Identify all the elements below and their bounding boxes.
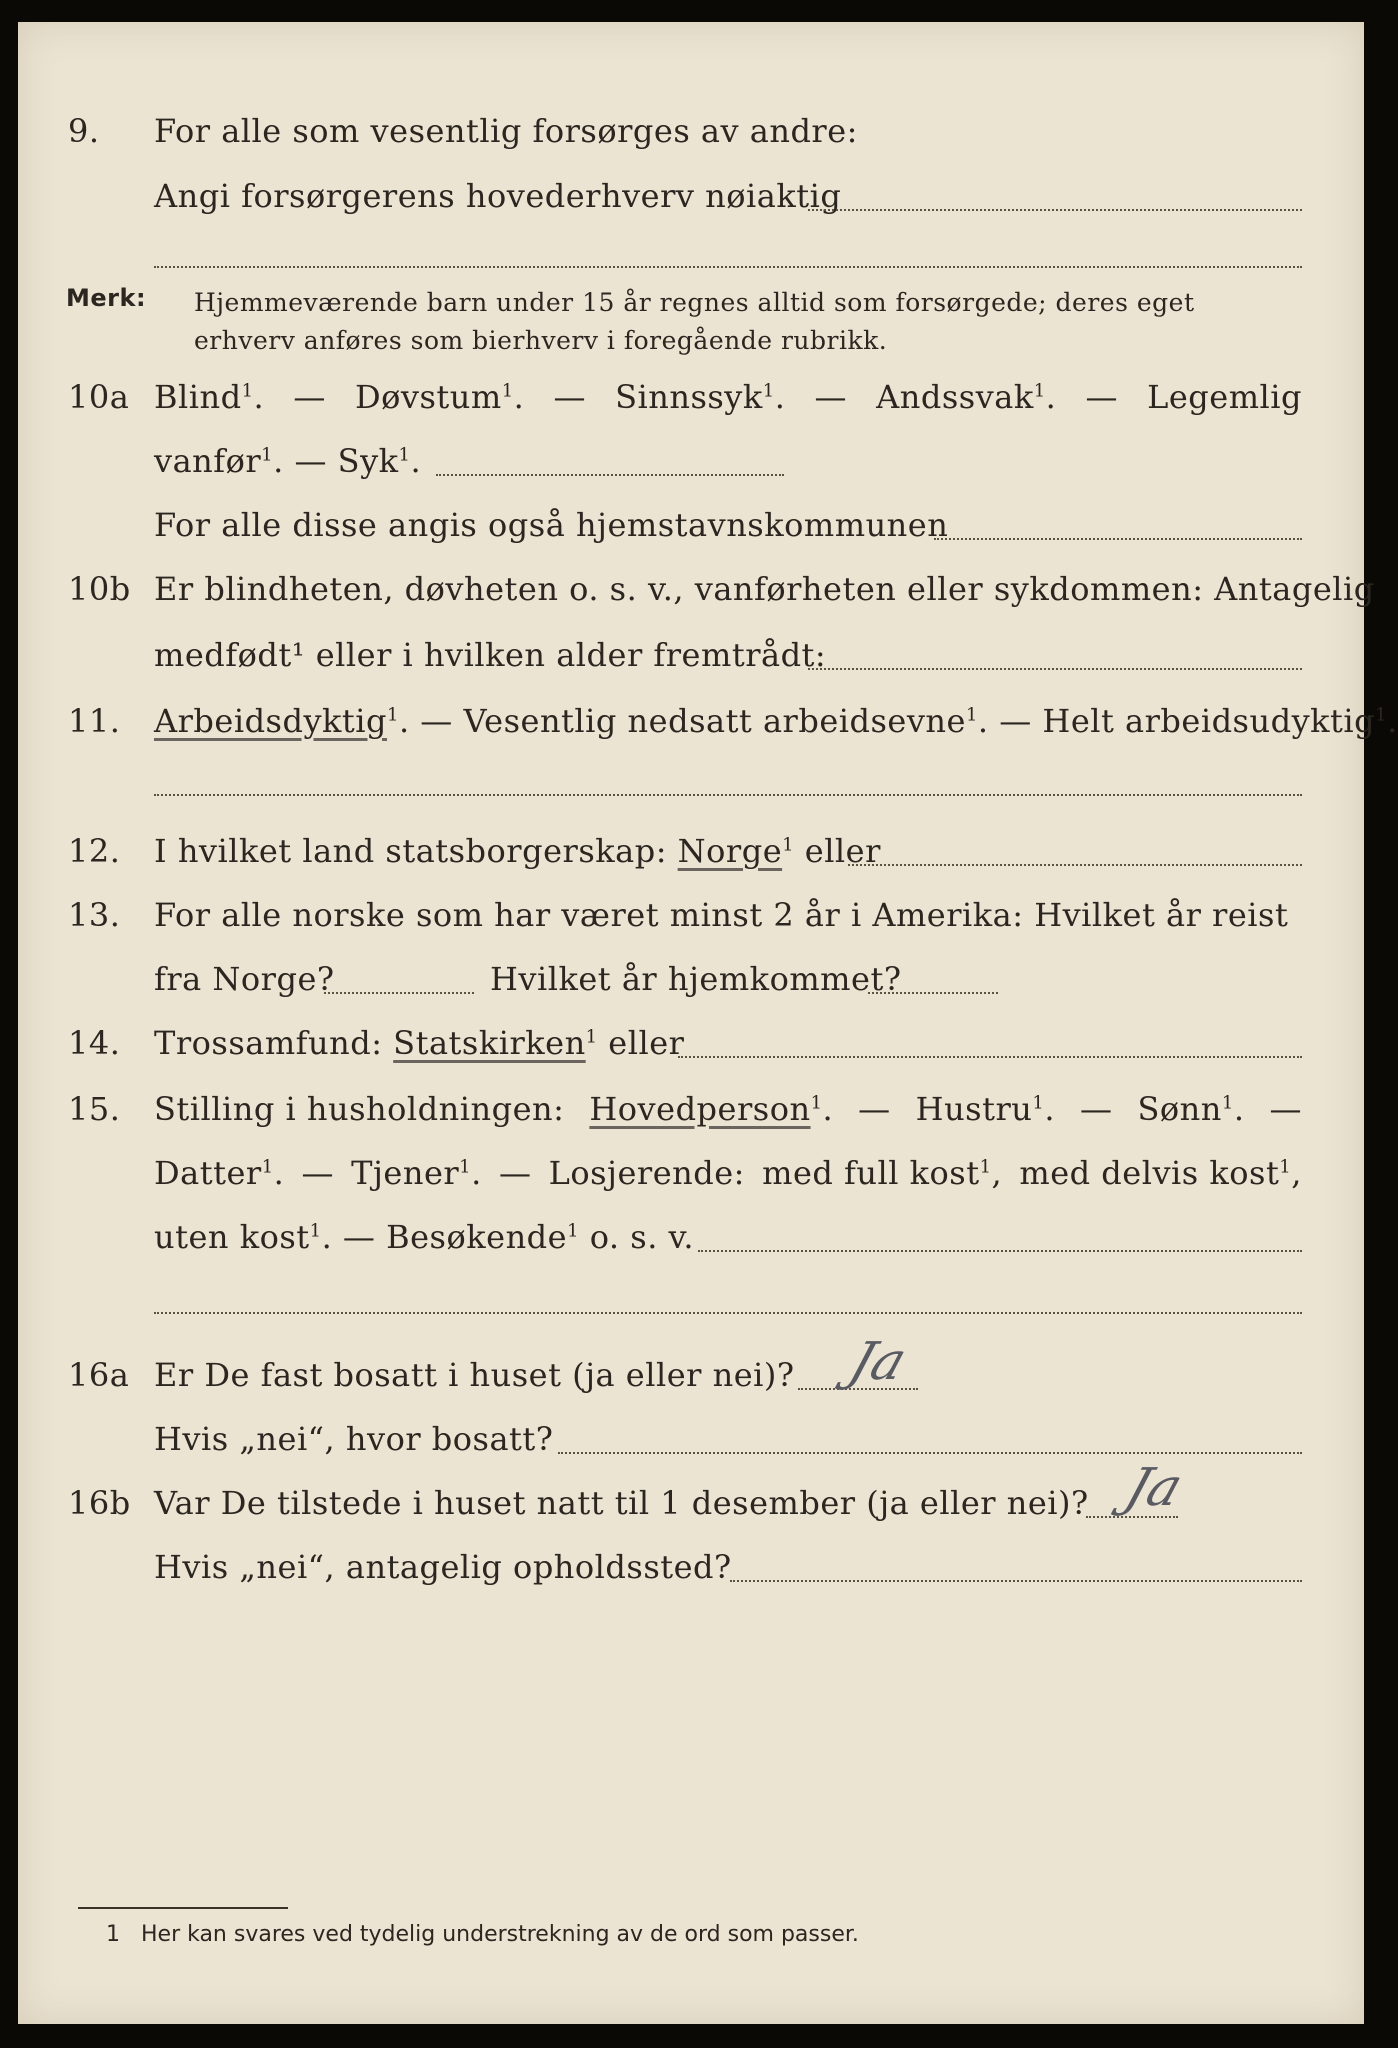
q14-answer-field[interactable] xyxy=(678,1056,1302,1058)
q11-answer-field[interactable] xyxy=(154,794,1302,796)
q11-option-nedsatt[interactable]: Vesentlig nedsatt arbeidsevne xyxy=(463,702,966,740)
census-form-page xyxy=(18,22,1398,2024)
q16a-number: 16a xyxy=(68,1356,130,1394)
q16a-question: Er De fast bosatt i huset (ja eller nei)? xyxy=(154,1356,795,1394)
q13-line2 xyxy=(18,960,1364,1020)
q10a-options xyxy=(154,378,1302,416)
q15-answer-field[interactable] xyxy=(698,1250,1302,1252)
q13-line1 xyxy=(18,896,1364,956)
dash: — xyxy=(1085,378,1118,416)
q12-answer-field[interactable] xyxy=(848,864,1302,866)
q15-line3 xyxy=(18,1218,1364,1278)
q10a-number: 10a xyxy=(68,378,130,416)
q11-options: Arbeidsdyktig$^1$. — Vesentlig nedsatt arbeidsevne$^1$. — Helt arbeidsudyktig$^1$. xyxy=(154,702,1398,740)
q9-line2 xyxy=(18,177,1364,237)
q10a-line2 xyxy=(18,442,1364,502)
footnote-mark: 1 xyxy=(106,1922,120,1947)
q9-question: For alle som vesentlig forsørges av andre: xyxy=(154,112,858,150)
dash: — xyxy=(553,378,586,416)
footnote xyxy=(106,1922,859,1947)
q15-option-delvis-kost[interactable]: med delvis kost$^1$, xyxy=(1019,1154,1302,1192)
q14-question: Trossamfund: Statskirken$^1$ eller xyxy=(154,1024,685,1062)
q10a-line1 xyxy=(18,378,1364,438)
q10b-subquestion: medfødt¹ eller i hvilken alder fremtrådt: xyxy=(154,636,827,674)
q10a-line3 xyxy=(18,506,1364,566)
q15-option-hustru[interactable]: Hustru$^1$. xyxy=(915,1090,1055,1128)
q12-number: 12. xyxy=(68,832,121,870)
q10a-option-vanfor[interactable]: vanfør$^1$. xyxy=(154,442,284,480)
q15-option-tjener[interactable]: Tjener$^1$. xyxy=(351,1154,482,1192)
q16b-line2 xyxy=(18,1548,1364,1608)
q15-options-2: Datter$^1$. — Tjener$^1$. — Losjerende: med full kost$^1$, med delvis kost$^1$, xyxy=(154,1154,1302,1192)
q9-number: 9. xyxy=(68,112,100,150)
q15-option-sonn[interactable]: Sønn$^1$. xyxy=(1137,1090,1245,1128)
q15-answer-field-2[interactable] xyxy=(154,1312,1302,1314)
q15-options-1: Stilling i husholdningen: Hovedperson$^1$. — Hustru$^1$. — Sønn$^1$. — xyxy=(154,1090,1302,1128)
q14-option-statskirken[interactable]: Statskirken xyxy=(393,1024,586,1062)
q11-line1 xyxy=(18,702,1398,762)
q15-line1 xyxy=(18,1090,1364,1150)
q10a-option-legemlig[interactable]: Legemlig xyxy=(1147,378,1302,416)
q10a-option-andssvak[interactable]: Andssvak$^1$. xyxy=(876,378,1057,416)
footnote-text: Her kan svares ved tydelig understrekning av de ord som passer. xyxy=(140,1922,859,1947)
q16b-number: 16b xyxy=(68,1484,131,1522)
q9-answer-field-2[interactable] xyxy=(154,266,1302,268)
q11-option-udyktig[interactable]: Helt arbeidsudyktig xyxy=(1042,702,1376,740)
q10b-answer-field[interactable] xyxy=(808,668,1302,670)
q16a-subquestion: Hvis „nei“, hvor bosatt? xyxy=(154,1420,554,1458)
q11-option-arbeidsdyktig[interactable]: Arbeidsdyktig xyxy=(154,702,387,740)
q16a-bosatt-field[interactable] xyxy=(558,1452,1302,1454)
footnote-divider xyxy=(78,1907,288,1909)
q10a-hjemstavn-field[interactable] xyxy=(934,538,1302,540)
q16b-opholdssted-field[interactable] xyxy=(730,1580,1302,1582)
q10b-question: Er blindheten, døvheten o. s. v., vanførheten eller sykdommen: Antagelig xyxy=(154,570,1375,608)
q10a-options-2: vanfør$^1$. — Syk$^1$. xyxy=(154,442,422,480)
q13-reist-field[interactable] xyxy=(324,992,474,994)
q15-option-besokende[interactable]: Besøkende$^1$ xyxy=(386,1218,580,1256)
q13-number: 13. xyxy=(68,896,121,934)
q15-options-3: uten kost$^1$. — Besøkende$^1$ o. s. v. xyxy=(154,1218,694,1256)
q12-line xyxy=(18,832,1364,892)
q15-intro: Stilling i husholdningen: xyxy=(154,1090,565,1128)
q10b-line1 xyxy=(18,570,1375,630)
q10a-option-dovstum[interactable]: Døvstum$^1$. xyxy=(354,378,525,416)
q13-hjemkommet-field[interactable] xyxy=(868,992,998,994)
q15-option-uten-kost[interactable]: uten kost$^1$. xyxy=(154,1218,333,1256)
q13-hjemkommet: Hvilket år hjemkommet? xyxy=(490,960,902,998)
q14-line xyxy=(18,1024,1364,1084)
merk-text: Hjemmeværende barn under 15 år regnes alltid som forsørgede; deres eget erhverv anføres som bierhverv i foregående rubrikk. xyxy=(194,288,1195,355)
q13-question: For alle norske som har været minst 2 år i Amerika: Hvilket år reist xyxy=(154,896,1289,934)
q15-losjerende: Losjerende: xyxy=(548,1154,745,1192)
q10b-number: 10b xyxy=(68,570,131,608)
q10a-option-syk[interactable]: Syk$^1$. xyxy=(337,442,422,480)
q15-number: 15. xyxy=(68,1090,121,1128)
merk-note xyxy=(18,284,1364,364)
q10a-hjemstavn: For alle disse angis også hjemstavnskommunen xyxy=(154,506,949,544)
q15-option-full-kost[interactable]: med full kost$^1$, xyxy=(762,1154,1003,1192)
q15-line2 xyxy=(18,1154,1364,1214)
q9-answer-field[interactable] xyxy=(808,209,1302,211)
q12-option-norge[interactable]: Norge xyxy=(677,832,783,870)
q10a-option-blind[interactable]: Blind$^1$. xyxy=(154,378,265,416)
q16b-question: Var De tilstede i huset natt til 1 desember (ja eller nei)? xyxy=(154,1484,1089,1522)
q16b-handwritten-answer: Ja xyxy=(1118,1458,1190,1518)
q10a-answer-field[interactable] xyxy=(436,474,784,476)
q12-question: I hvilket land statsborgerskap: Norge$^1$ eller xyxy=(154,832,881,870)
q10b-line2 xyxy=(18,636,1364,696)
dash: — xyxy=(814,378,847,416)
q13-reist: fra Norge? xyxy=(154,960,335,998)
q15-option-datter[interactable]: Datter$^1$. xyxy=(154,1154,285,1192)
q10a-option-sinnssyk[interactable]: Sinnssyk$^1$. xyxy=(615,378,786,416)
q15-option-hovedperson[interactable]: Hovedperson xyxy=(589,1090,811,1128)
q16b-subquestion: Hvis „nei“, antagelig opholdssted? xyxy=(154,1548,732,1586)
merk-label: Merk: xyxy=(66,284,147,312)
dash: — xyxy=(293,378,326,416)
q16a-line1 xyxy=(18,1356,1364,1416)
q11-number: 11. xyxy=(68,702,121,740)
q9-line1 xyxy=(18,112,1364,172)
q9-subquestion: Angi forsørgerens hovederhverv nøiaktig xyxy=(154,177,842,215)
q16a-handwritten-answer: Ja xyxy=(842,1332,914,1392)
q14-number: 14. xyxy=(68,1024,121,1062)
